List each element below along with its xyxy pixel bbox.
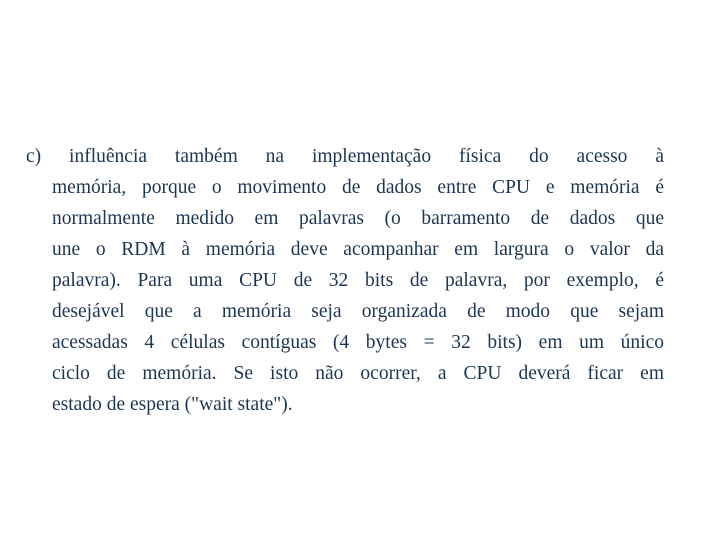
paragraph-line: acessadas 4 células contíguas (4 bytes = 32 bits) em um único	[52, 332, 664, 353]
paragraph-line: palavra). Para uma CPU de 32 bits de palavra, por exemplo, é	[52, 270, 664, 291]
paragraph-line: une o RDM à memória deve acompanhar em largura o valor da	[52, 239, 664, 260]
paragraph-line: normalmente medido em palavras (o barramento de dados que	[52, 208, 664, 229]
paragraph-line: ciclo de memória. Se isto não ocorrer, a CPU deverá ficar em	[52, 363, 664, 384]
paragraph-line: estado de espera ("wait state").	[52, 394, 293, 415]
paragraph-line: c) influência também na implementação física do acesso à	[26, 146, 664, 167]
paragraph-line: desejável que a memória seja organizada de modo que sejam	[52, 301, 664, 322]
body-paragraph	[26, 141, 664, 420]
paragraph-line: memória, porque o movimento de dados entre CPU e memória é	[52, 177, 664, 198]
